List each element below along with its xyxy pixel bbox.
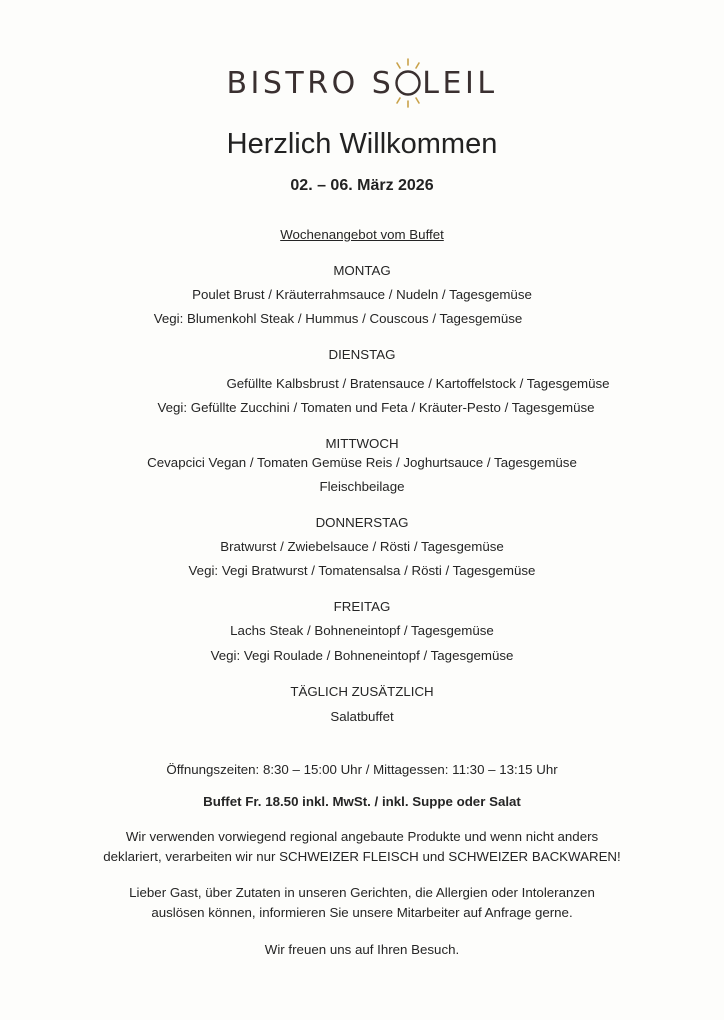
- dish-line-vegi: Vegi: Blumenkohl Steak / Hummus / Couscous / Tagesgemüse: [153, 311, 523, 326]
- bistro-logo: [0, 66, 724, 101]
- buffet-price: Buffet Fr. 18.50 inkl. MwSt. / inkl. Suppe oder Salat: [203, 794, 521, 809]
- date-range: 02. – 06. März 2026: [290, 177, 434, 194]
- opening-hours: Öffnungszeiten: 8:30 – 15:00 Uhr / Mittagessen: 11:30 – 13:15 Uhr: [166, 762, 558, 777]
- dish-line: Fleischbeilage: [319, 479, 405, 494]
- allergy-note-line: auslösen können, informieren Sie unsere Mitarbeiter auf Anfrage gerne.: [151, 905, 573, 920]
- logo-text-part1: BISTRO S: [226, 66, 395, 101]
- dish-line: Salatbuffet: [330, 709, 394, 724]
- logo-text-part2: LEIL: [422, 66, 498, 101]
- dish-line: Poulet Brust / Kräuterrahmsauce / Nudeln / Tagesgemüse: [192, 287, 532, 302]
- day-tuesday: DIENSTAG: [328, 347, 396, 362]
- dish-line: Cevapcici Vegan / Tomaten Gemüse Reis / Joghurtsauce / Tagesgemüse: [147, 455, 577, 470]
- day-wednesday: MITTWOCH: [325, 436, 399, 451]
- dish-line: Bratwurst / Zwiebelsauce / Rösti / Tagesgemüse: [220, 539, 504, 554]
- day-daily-extra: TÄGLICH ZUSÄTZLICH: [290, 684, 434, 699]
- offer-title: Wochenangebot vom Buffet: [280, 227, 444, 242]
- dish-line-vegi: Vegi: Gefüllte Zucchini / Tomaten und Feta / Kräuter-Pesto / Tagesgemüse: [157, 400, 595, 415]
- day-friday: FREITAG: [333, 599, 391, 614]
- regional-note-line: deklariert, verarbeiten wir nur SCHWEIZER FLEISCH und SCHWEIZER BACKWAREN!: [103, 849, 621, 864]
- dish-line-vegi: Vegi: Vegi Bratwurst / Tomatensalsa / Rösti / Tagesgemüse: [188, 563, 536, 578]
- day-thursday: DONNERSTAG: [315, 515, 409, 530]
- allergy-note-line: Lieber Gast, über Zutaten in unseren Gerichten, die Allergien oder Intoleranzen: [129, 885, 595, 900]
- day-monday: MONTAG: [333, 263, 391, 278]
- dish-line-vegi: Vegi: Vegi Roulade / Bohneneintopf / Tagesgemüse: [210, 648, 514, 663]
- welcome-heading: Herzlich Willkommen: [226, 128, 498, 160]
- dish-line: Lachs Steak / Bohneneintopf / Tagesgemüse: [230, 623, 494, 638]
- sun-icon: [395, 71, 421, 95]
- regional-note-line: Wir verwenden vorwiegend regional angebaute Produkte und wenn nicht anders: [125, 829, 599, 844]
- closing-line: Wir freuen uns auf Ihren Besuch.: [264, 942, 460, 957]
- dish-line: Gefüllte Kalbsbrust / Bratensauce / Kartoffelstock / Tagesgemüse: [226, 376, 610, 391]
